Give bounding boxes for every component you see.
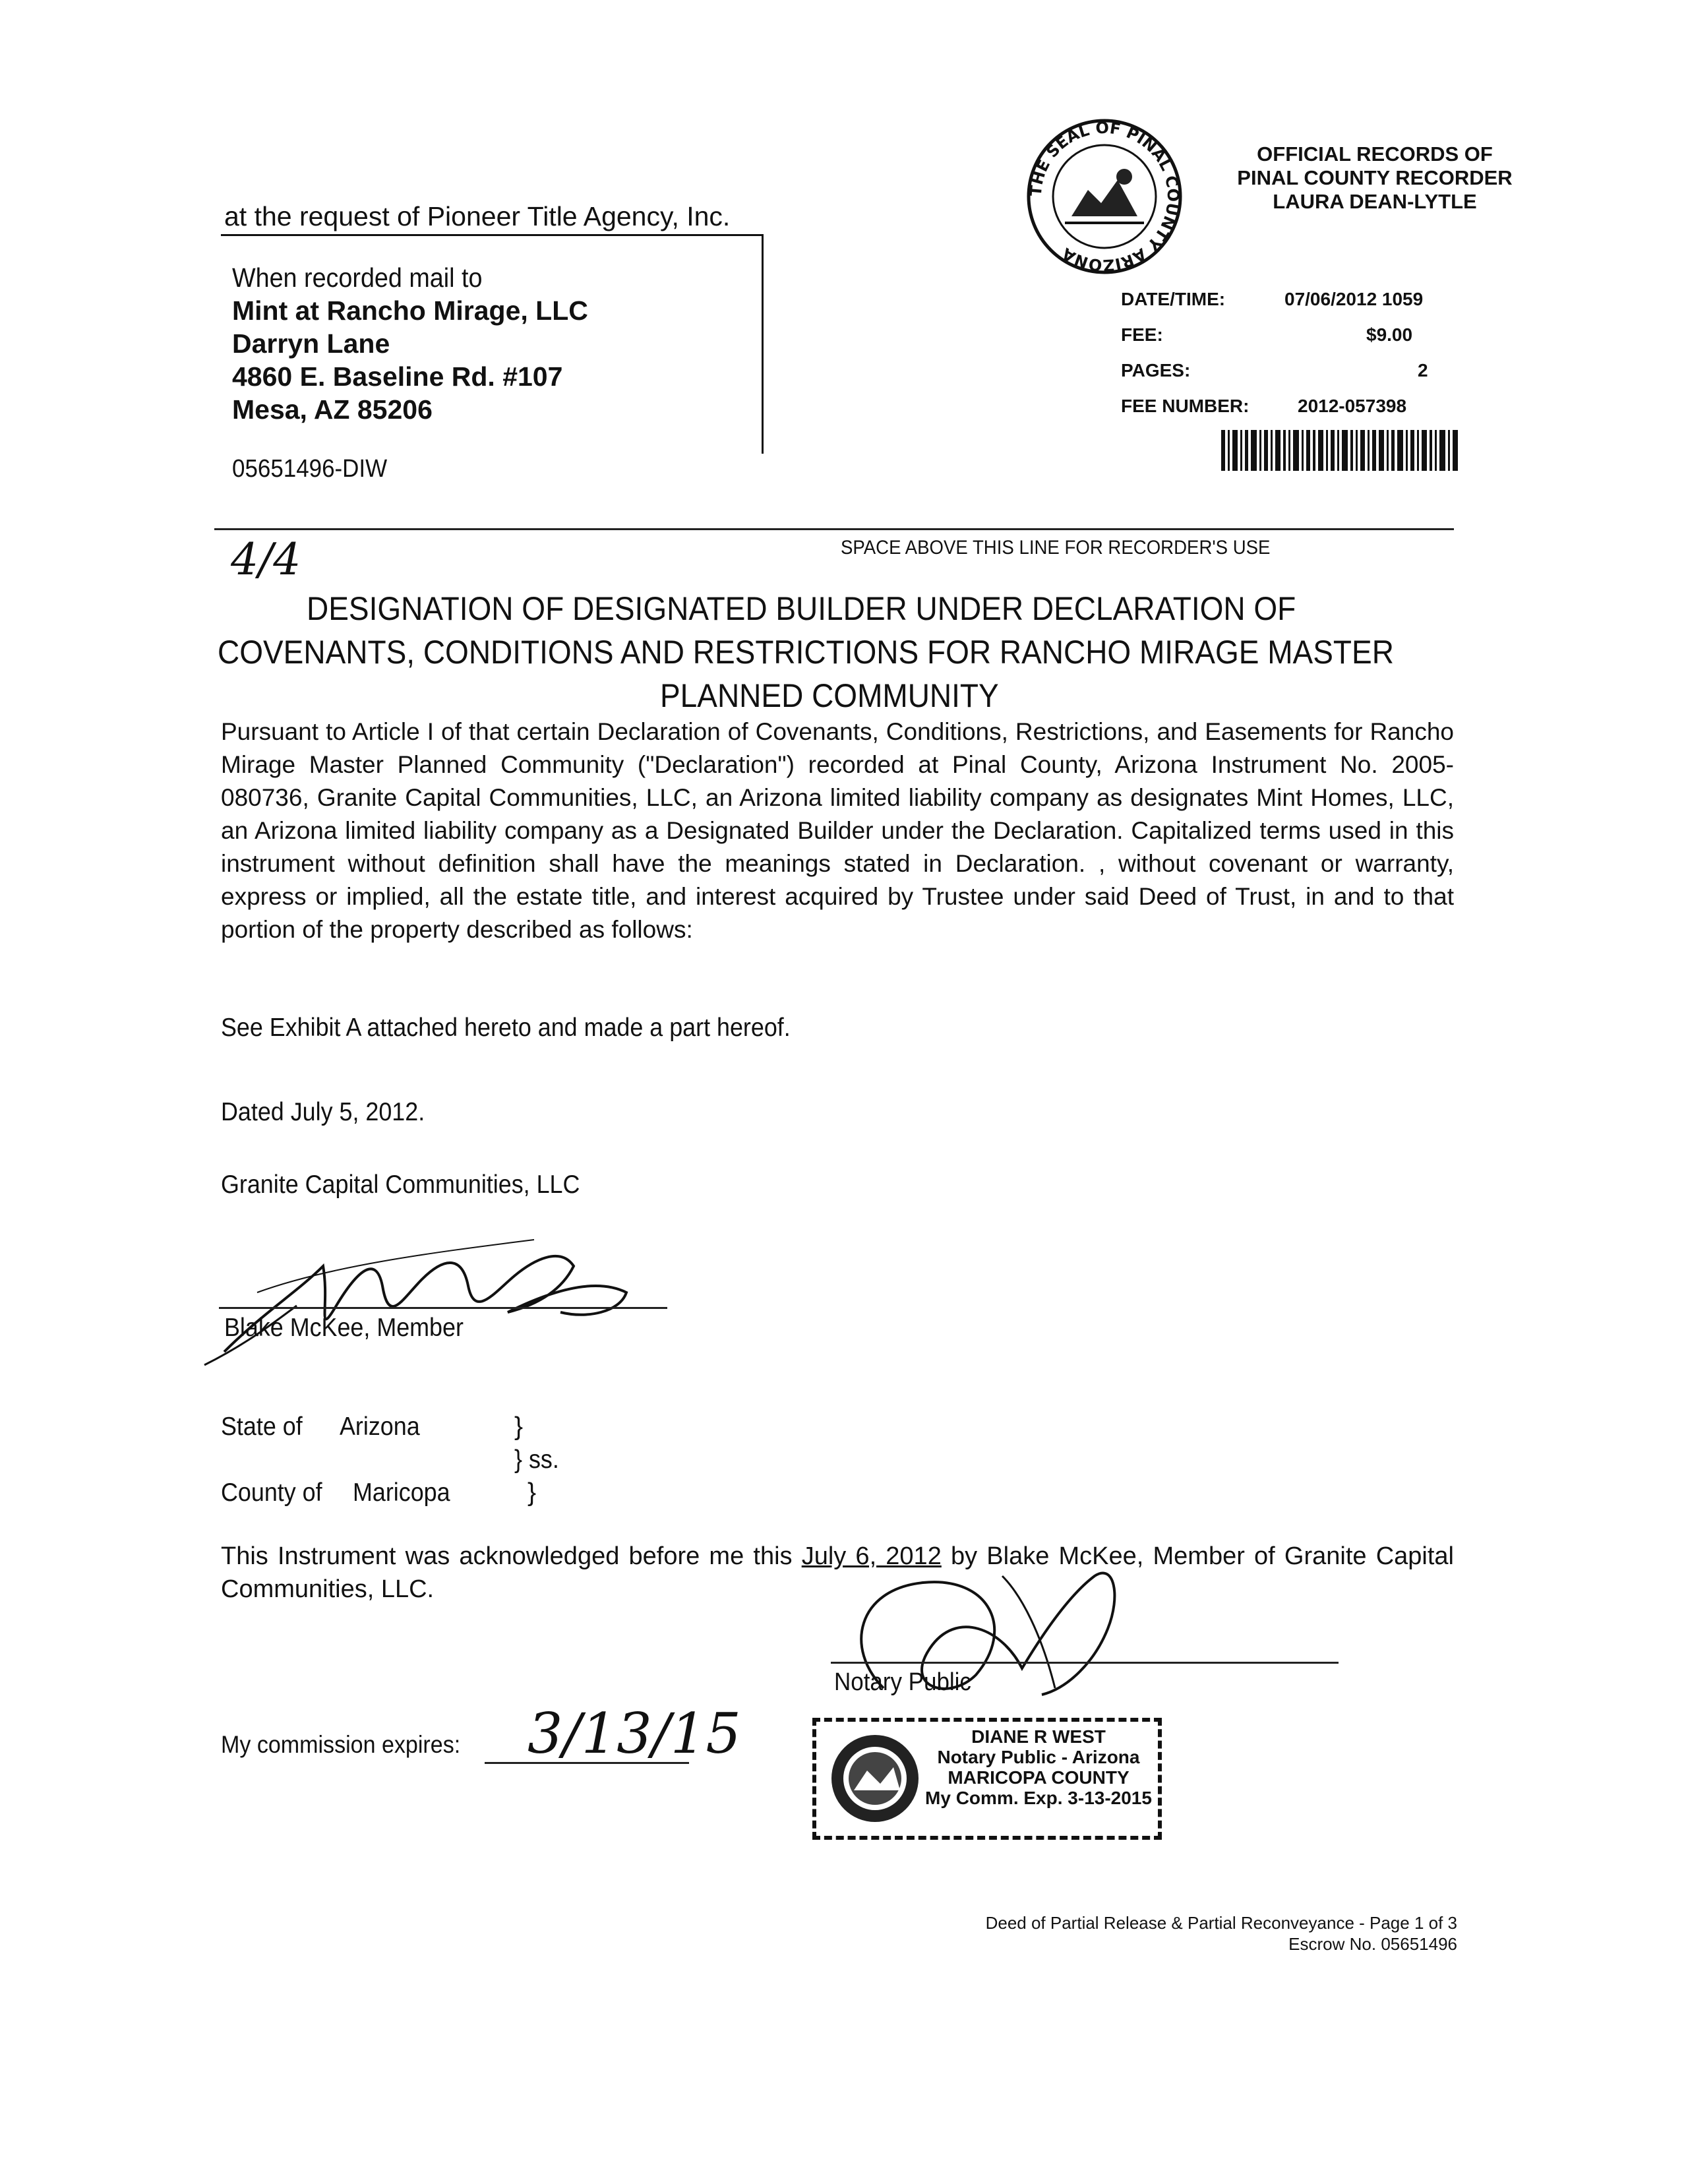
notary-seal-icon bbox=[828, 1731, 923, 1827]
mail-to-street: 4860 E. Baseline Rd. #107 bbox=[232, 361, 563, 392]
fee-value: $9.00 bbox=[1366, 324, 1413, 345]
mail-to-name: Mint at Rancho Mirage, LLC bbox=[232, 295, 588, 326]
mail-to-attn: Darryn Lane bbox=[232, 328, 390, 359]
when-recorded-label: When recorded mail to bbox=[232, 262, 483, 293]
datetime-label: DATE/TIME: bbox=[1121, 289, 1226, 309]
state-value: Arizona bbox=[340, 1412, 420, 1441]
mail-to-city: Mesa, AZ 85206 bbox=[232, 394, 433, 425]
state-label: State of bbox=[221, 1412, 303, 1441]
title-line-1: DESIGNATION OF DESIGNATED BUILDER UNDER DECLARATION OF bbox=[306, 590, 1296, 627]
ack-after: by Blake McKee, Member of Granite Capital Communities, LLC. bbox=[221, 1542, 1454, 1603]
dated-line: Dated July 5, 2012. bbox=[221, 1098, 425, 1126]
commission-label: My commission expires: bbox=[221, 1731, 461, 1758]
datetime-value: 07/06/2012 1059 bbox=[1284, 289, 1424, 309]
venue-ss: } ss. bbox=[514, 1445, 559, 1474]
ack-date: July 6, 2012 bbox=[801, 1542, 942, 1570]
county-label: County of bbox=[221, 1478, 322, 1507]
handwritten-mark: 4/4 bbox=[231, 534, 301, 585]
notary-signature-line bbox=[831, 1662, 1339, 1664]
body-paragraph: Pursuant to Article I of that certain Declaration of Covenants, Conditions, Restrictions, and Easements for Rancho Mirage Master Planned Community ("Declaration") recorded at Pinal County, Arizona Instrument No. 2005-080736, Granite Capital Communities, LLC, an Arizona limited liability company as designates Mint Homes, LLC, an Arizona limited liability company as a Designated Builder under the Declaration. Capitalized terms used in this instrument without definition shall have the meanings stated in Declaration. , without covenant or warranty, express or implied, all the estate title, and interest acquired by Trustee under said Deed of Trust, in and to that portion of the property described as follows: bbox=[221, 718, 1454, 943]
title-line-3: PLANNED COMMUNITY bbox=[659, 677, 999, 714]
document-title bbox=[218, 587, 1470, 717]
ack-before: This Instrument was acknowledged before me this bbox=[221, 1542, 802, 1570]
notary-label: Notary Public bbox=[834, 1668, 971, 1696]
venue-brace-bottom: } bbox=[528, 1478, 537, 1507]
seal-text: THE SEAL OF PINAL COUNTY ARIZONA bbox=[1026, 118, 1183, 275]
fee-number-label: FEE NUMBER: bbox=[1121, 396, 1250, 416]
commission-date: 3/13/15 bbox=[528, 1701, 741, 1766]
recorder-separator-line bbox=[214, 528, 1454, 530]
barcode-icon bbox=[1221, 430, 1459, 471]
fee-label: FEE: bbox=[1121, 324, 1163, 345]
footer-line-1: Deed of Partial Release & Partial Reconveyance - Page 1 of 3 bbox=[985, 1913, 1457, 1933]
pages-label: PAGES: bbox=[1121, 360, 1191, 380]
footer-line-2: Escrow No. 05651496 bbox=[1288, 1934, 1457, 1954]
pages-value: 2 bbox=[1418, 360, 1428, 380]
recorder-line-1: OFFICIAL RECORDS OF bbox=[1257, 142, 1493, 166]
request-line: at the request of Pioneer Title Agency, Inc. bbox=[224, 201, 731, 231]
venue-brace-top: } bbox=[514, 1412, 524, 1441]
notary-expiry: My Comm. Exp. 3-13-2015 bbox=[925, 1788, 1152, 1808]
space-above-notice: SPACE ABOVE THIS LINE FOR RECORDER'S USE bbox=[841, 537, 1271, 559]
signer-name: Blake McKee, Member bbox=[224, 1314, 464, 1342]
company-name: Granite Capital Communities, LLC bbox=[221, 1170, 580, 1199]
title-line-2: COVENANTS, CONDITIONS AND RESTRICTIONS FOR RANCHO MIRAGE MASTER bbox=[218, 634, 1394, 671]
notary-stamp-text bbox=[920, 1726, 1157, 1808]
recorder-title bbox=[1210, 142, 1540, 214]
recorder-line-3: LAURA DEAN-LYTLE bbox=[1273, 190, 1477, 213]
exhibit-line: See Exhibit A attached hereto and made a part hereof. bbox=[221, 1014, 791, 1042]
signature-icon bbox=[165, 1213, 692, 1385]
notary-title: Notary Public - Arizona bbox=[937, 1747, 1140, 1767]
county-value: Maricopa bbox=[353, 1478, 450, 1507]
recorder-line-2: PINAL COUNTY RECORDER bbox=[1237, 166, 1513, 189]
signature-line bbox=[219, 1307, 667, 1309]
notary-county: MARICOPA COUNTY bbox=[948, 1767, 1130, 1788]
county-seal-icon bbox=[1025, 117, 1184, 276]
fee-number-value: 2012-057398 bbox=[1298, 396, 1407, 416]
page-footer bbox=[791, 1912, 1457, 1955]
escrow-id: 05651496-DIW bbox=[232, 455, 388, 483]
notary-name: DIANE R WEST bbox=[971, 1726, 1106, 1747]
